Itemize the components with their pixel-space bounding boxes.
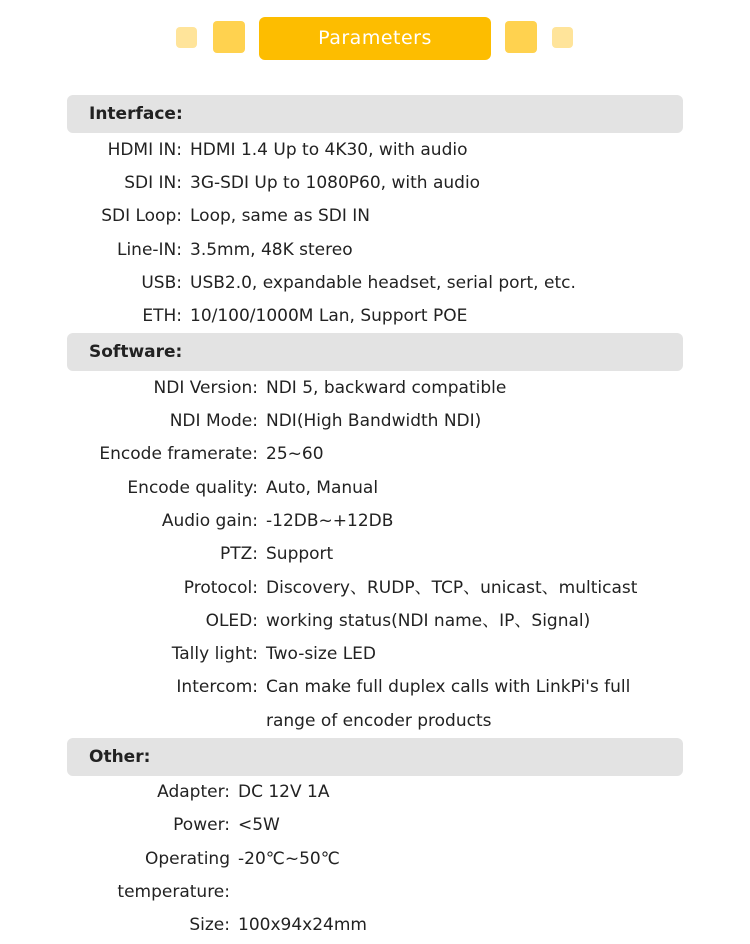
spec-label: Intercom : — [176, 671, 258, 704]
spec-row — [0, 472, 750, 505]
spec-label: NDI Version : — [154, 372, 258, 405]
spec-value: NDI(High Bandwidth NDI) — [266, 411, 482, 431]
spec-value: 100x94x24mm — [238, 915, 367, 935]
spec-row — [0, 776, 750, 809]
spec-label: HDMI IN : — [108, 134, 182, 167]
spec-row-continued — [0, 876, 750, 909]
spec-label: PTZ : — [220, 538, 258, 571]
decorative-square-right — [505, 21, 537, 53]
header — [0, 17, 750, 61]
spec-value: 3G-SDI Up to 1080P60, with audio — [190, 173, 481, 193]
section-heading: Interface: — [89, 104, 183, 124]
spec-value-continued: range of encoder products — [266, 711, 492, 731]
spec-value: Two-size LED — [266, 644, 376, 664]
spec-row — [0, 638, 750, 671]
spec-row — [0, 505, 750, 538]
spec-label: SDI IN : — [124, 167, 182, 200]
decorative-square-left — [213, 21, 245, 53]
spec-row — [0, 538, 750, 571]
spec-row — [0, 234, 750, 267]
spec-value: Loop, same as SDI IN — [190, 206, 370, 226]
section-heading: Software: — [89, 342, 183, 362]
spec-value: Discovery、RUDP、TCP、unicast、multicast — [266, 578, 638, 598]
spec-row — [0, 134, 750, 167]
spec-value: working status(NDI name、IP、Signal) — [266, 611, 591, 631]
spec-label: Line-IN : — [117, 234, 182, 267]
spec-value: DC 12V 1A — [238, 782, 330, 802]
spec-row — [0, 438, 750, 471]
spec-row-continued — [0, 705, 750, 738]
spec-value: Can make full duplex calls with LinkPi's full — [266, 677, 631, 697]
spec-value: HDMI 1.4 Up to 4K30, with audio — [190, 140, 468, 160]
section-heading: Other: — [89, 747, 151, 767]
spec-row — [0, 167, 750, 200]
spec-row — [0, 809, 750, 842]
spec-label: Encode framerate : — [99, 438, 258, 471]
spec-value: 25~60 — [266, 444, 324, 464]
spec-label: Power : — [173, 809, 230, 842]
decorative-square-small-right — [552, 27, 573, 48]
spec-value: 3.5mm, 48K stereo — [190, 240, 353, 260]
spec-label: ETH : — [142, 300, 182, 333]
spec-row — [0, 671, 750, 704]
spec-value: -20℃~50℃ — [238, 849, 340, 869]
spec-label: Size : — [189, 909, 230, 942]
spec-label: Operating — [145, 849, 230, 869]
spec-row — [0, 200, 750, 233]
spec-label-continued: temperature : — [117, 876, 230, 909]
section-interface — [67, 95, 683, 133]
spec-label: Adapter : — [157, 776, 230, 809]
spec-row — [0, 605, 750, 638]
decorative-square-small-left — [176, 27, 197, 48]
spec-value: -12DB~+12DB — [266, 511, 394, 531]
spec-value: 10/100/1000M Lan, Support POE — [190, 306, 468, 326]
spec-label: Encode quality : — [127, 472, 258, 505]
spec-row — [0, 267, 750, 300]
spec-value: Support — [266, 544, 334, 564]
spec-label: OLED : — [206, 605, 258, 638]
spec-value: <5W — [238, 815, 280, 835]
spec-value: Auto, Manual — [266, 478, 379, 498]
spec-row — [0, 405, 750, 438]
spec-label: USB : — [141, 267, 182, 300]
spec-row — [0, 843, 750, 876]
spec-row — [0, 372, 750, 405]
spec-row — [0, 909, 750, 942]
spec-value: USB2.0, expandable headset, serial port, etc. — [190, 273, 576, 293]
spec-label: NDI Mode : — [170, 405, 258, 438]
spec-label: SDI Loop : — [101, 200, 182, 233]
spec-value: NDI 5, backward compatible — [266, 378, 507, 398]
spec-row — [0, 300, 750, 333]
section-other — [67, 738, 683, 776]
page-title: Parameters — [259, 17, 491, 60]
spec-label: Protocol : — [184, 572, 258, 605]
spec-label: Audio gain : — [162, 505, 258, 538]
spec-label: Tally light : — [172, 638, 258, 671]
section-software — [67, 333, 683, 371]
spec-row — [0, 572, 750, 605]
